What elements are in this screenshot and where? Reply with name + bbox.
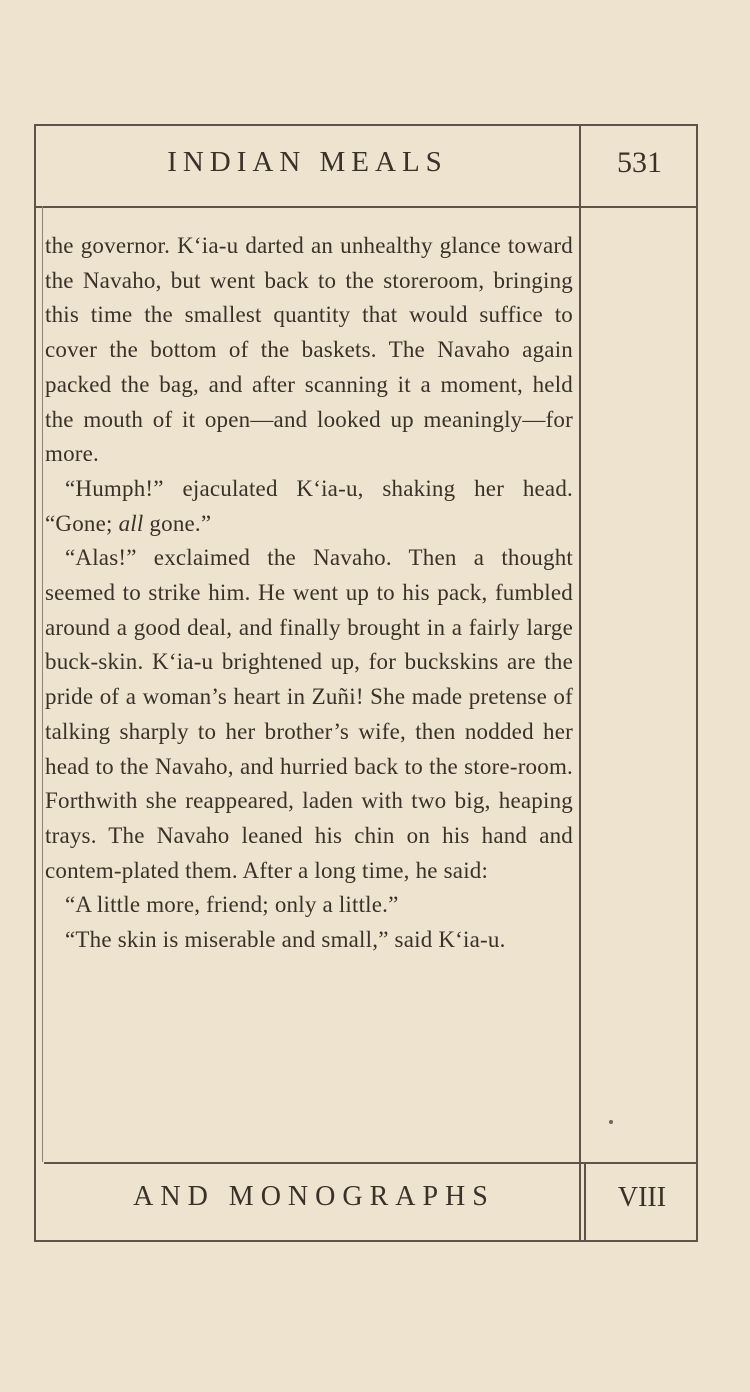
paragraph: “The skin is miserable and small,” said K‘ia-u. [65,927,506,953]
header-divider [36,206,696,208]
emphasis-text: all [118,510,144,536]
volume-number: VIII [617,1182,667,1213]
paragraph-text-end: gone.” [143,510,212,536]
paragraph-text: “Humph!” ejaculated K‘ia-u, shaking her head. “Gone; [45,475,573,536]
footer-divider [44,1162,696,1164]
paragraph: “Alas!” exclaimed the Navaho. Then a thought seemed to strike him. He went up to his pack, fumbled around a good deal, and finally brought in a fairly large buck-skin. K‘ia-u brightened up, for buckskins are the pride of a woman’s heart in Zuñi! She made pretense of talking sharply to her brother’s wife, then nodded her head to the Navaho, and hurried back to the store-room. Forthwith she reappeared, laden with two big, heaping trays. The Navaho leaned his chin on his hand and contem-plated them. After a long time, he said: [45,545,573,883]
inner-left-rule [42,206,43,1162]
page-frame [34,124,698,1242]
paragraph: “A little more, friend; only a little.” [65,892,399,918]
paragraph: the governor. K‘ia-u darted an unhealthy glance toward the Navaho, but went back to the storeroom, bringing this time the smallest quantity that would suffice to cover the bottom of the baskets. The Navaho again packed the bag, and after scanning it a moment, held the mouth of it open—and looked up meaningly—for more. [45,233,573,467]
body-text [45,229,573,958]
page-number: 531 [617,146,662,179]
margin-column-divider [579,126,581,1240]
running-head: INDIAN MEALS [167,146,448,178]
paragraph [45,472,573,541]
margin-mark [609,1120,613,1124]
series-title: AND MONOGRAPHS [133,1181,495,1212]
